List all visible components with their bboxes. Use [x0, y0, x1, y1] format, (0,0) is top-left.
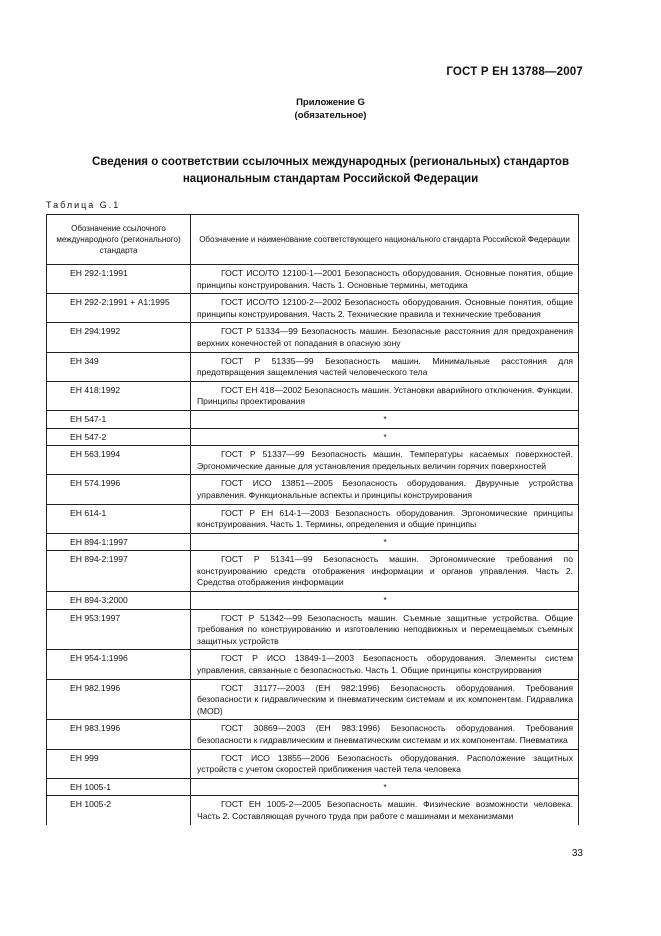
table-label: Таблица G.1 [46, 200, 121, 210]
national-standard-description: * [191, 428, 579, 446]
table-row [47, 475, 579, 504]
national-standard-description: ГОСТ 31177—2003 (ЕН 982:1996) Безопасность оборудования. Требования безопасности к гидравлическим и пневматическим системам и их компонентам. Гидравлика (MOD) [191, 679, 579, 720]
national-standard-description: * [191, 592, 579, 610]
table-row [47, 720, 579, 749]
table-row [47, 551, 579, 592]
national-standard-description: ГОСТ Р 51337—99 Безопасность машин. Температуры касаемых поверхностей. Эргономические данные для установления предельных величин горячих поверхностей [191, 446, 579, 475]
reference-standard-code: ЕН 953:1997 [47, 609, 191, 650]
table-row [47, 592, 579, 610]
reference-standard-code: ЕН 983.1996 [47, 720, 191, 749]
column-header-national-standard: Обозначение и наименование соответствующего национального стандарта Российской Федерации [191, 215, 579, 265]
table-row [47, 381, 579, 410]
table-row [47, 446, 579, 475]
national-standard-description: ГОСТ ИСО 13855—2006 Безопасность оборудования. Расположение защитных устройств с учетом скоростей приближения частей тела человека [191, 749, 579, 778]
table-row [47, 352, 579, 381]
reference-standard-code: ЕН 954-1:1996 [47, 650, 191, 679]
appendix-status: (обязательное) [294, 110, 367, 121]
reference-standard-code: ЕН 418:1992 [47, 381, 191, 410]
national-standard-description: * [191, 410, 579, 428]
national-standard-description: ГОСТ ЕН 1005-2—2005 Безопасность машин. Физические возможности человека. Часть 2. Составляющая ручного труда при работе с машинами и механизмами [191, 796, 579, 825]
section-title-line-1: Сведения о соответствии ссылочных международных (региональных) стандартов [91, 156, 570, 168]
table-row [47, 778, 579, 796]
national-standard-description: * [191, 778, 579, 796]
national-standard-description: ГОСТ Р 51334—99 Безопасность машин. Безопасные расстояния для предохранения верхних конечностей от попадания в опасную зону [191, 323, 579, 352]
national-standard-description: ГОСТ Р ЕН 614-1—2003 Безопасность оборудования. Эргономические принципы конструирования. Часть 1. Термины, определения и общие принципы [191, 504, 579, 533]
national-standard-description: ГОСТ Р 51335—99 Безопасность машин. Минимальные расстояния для предотвращения защемления частей человеческого тела [191, 352, 579, 381]
table-row [47, 749, 579, 778]
national-standard-description: ГОСТ Р ИСО 13849-1—2003 Безопасность оборудования. Элементы систем управления, связанные с безопасностью. Часть 1. Общие принципы конструирования [191, 650, 579, 679]
table-row [47, 410, 579, 428]
reference-standard-code: ЕН 894-1:1997 [47, 533, 191, 551]
reference-standard-code: ЕН 1005-1 [47, 778, 191, 796]
section-title [0, 154, 661, 188]
document-header-id: ГОСТ Р ЕН 13788—2007 [446, 66, 583, 78]
reference-standard-code: ЕН 982.1996 [47, 679, 191, 720]
reference-standard-code: ЕН 1005-2 [47, 796, 191, 825]
reference-standard-code: ЕН 574.1996 [47, 475, 191, 504]
table-row [47, 609, 579, 650]
national-standard-description: ГОСТ Р 51341—99 Безопасность машин. Эргономические требования по конструированию средств отображения информации и органов управления. Часть 2. Средства отображения информации [191, 551, 579, 592]
correspondence-table [46, 214, 579, 825]
national-standard-description: ГОСТ ИСО/ТО 12100-1—2001 Безопасность оборудования. Основные понятия, общие принципы конструирования. Часть 1. Основные термины, методика [191, 265, 579, 294]
national-standard-description: ГОСТ Р 51342—99 Безопасность машин. Съемные защитные устройства. Общие требования по конструированию и изготовлению неподвижных и перемещаемых съемных защитных устройств [191, 609, 579, 650]
table-row [47, 650, 579, 679]
table-row [47, 679, 579, 720]
reference-standard-code: ЕН 547-1 [47, 410, 191, 428]
table-row [47, 323, 579, 352]
appendix-heading [0, 96, 661, 122]
table-body [47, 265, 579, 825]
national-standard-description: ГОСТ ИСО 13851—2005 Безопасность оборудования. Двуручные устройства управления. Функциональные аспекты и принципы конструирования [191, 475, 579, 504]
reference-standard-code: ЕН 349 [47, 352, 191, 381]
reference-standard-code: ЕН 894-3:2000 [47, 592, 191, 610]
reference-standard-code: ЕН 294:1992 [47, 323, 191, 352]
reference-standard-code: ЕН 563.1994 [47, 446, 191, 475]
national-standard-description: ГОСТ ЕН 418—2002 Безопасность машин. Установки аварийного отключения. Функции. Принципы проектирования [191, 381, 579, 410]
national-standard-description: ГОСТ 30869—2003 (ЕН 983:1996) Безопасность оборудования. Требования безопасности к гидравлическим и пневматическим системам и их компонентам. Пневматика [191, 720, 579, 749]
section-title-line-2: национальным стандартам Российской Федерации [182, 173, 479, 185]
national-standard-description: ГОСТ ИСО/ТО 12100-2—2002 Безопасность оборудования. Основные понятия, общие принципы конструирования. Часть 2. Технические правила и технические требования [191, 294, 579, 323]
appendix-title: Приложение G [296, 97, 365, 108]
reference-standard-code: ЕН 547-2 [47, 428, 191, 446]
national-standard-description: * [191, 533, 579, 551]
reference-standard-code: ЕН 614-1 [47, 504, 191, 533]
reference-standard-code: ЕН 292-2:1991 + A1:1995 [47, 294, 191, 323]
table-row [47, 294, 579, 323]
reference-standard-code: ЕН 292-1:1991 [47, 265, 191, 294]
reference-standard-code: ЕН 894-2:1997 [47, 551, 191, 592]
table-row [47, 504, 579, 533]
table-header-row [47, 215, 579, 265]
reference-standard-code: ЕН 999 [47, 749, 191, 778]
table-row [47, 533, 579, 551]
table-row [47, 265, 579, 294]
table-row [47, 428, 579, 446]
page-number: 33 [571, 848, 583, 859]
column-header-reference-standard: Обозначение ссылочного международного (регионального) стандарта [47, 215, 191, 265]
table-row [47, 796, 579, 825]
